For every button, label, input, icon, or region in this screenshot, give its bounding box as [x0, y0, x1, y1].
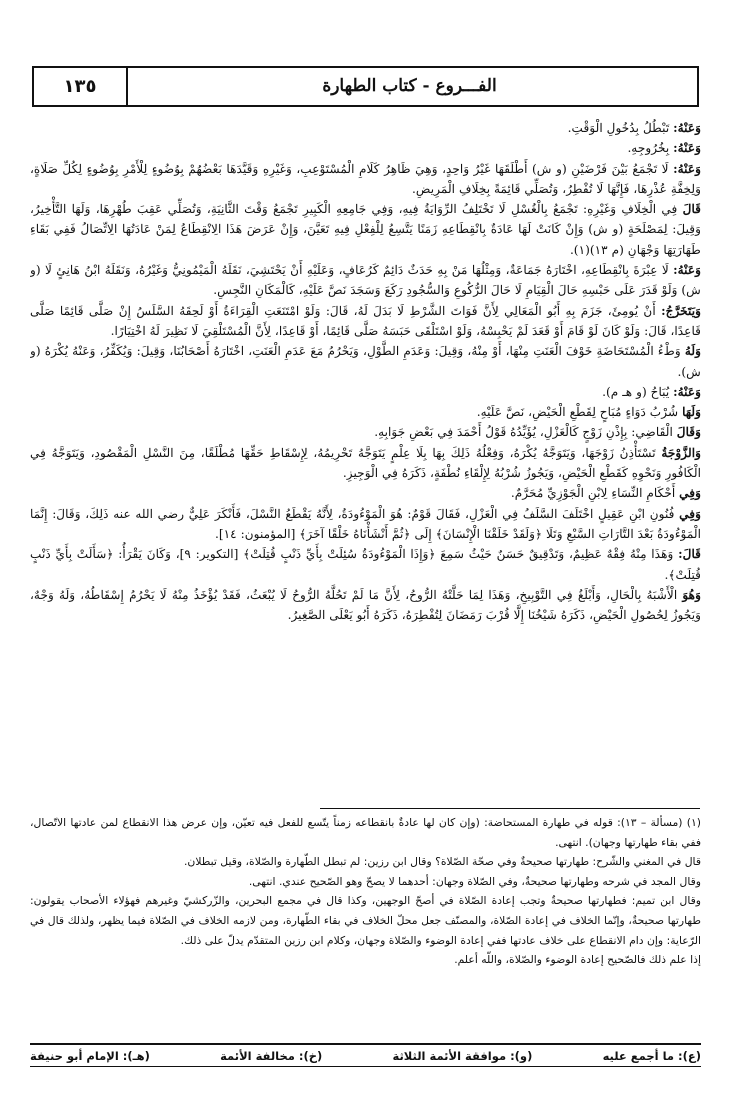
paragraph: [30, 159, 701, 200]
paragraph-lead: وَعَنْهُ:: [673, 121, 701, 135]
paragraph: [30, 118, 701, 138]
paragraph-text: بِخُرُوجِهِ.: [627, 141, 674, 156]
footnote-line: (١) (مسألة – ١٣): قوله في طهارة المستحاضة: (وإن كان لها عادةٌ بانقطاعه زمناً يتّسع للفعل فيه تعيّن، وإن عرض هذا الانقطاع لمن عادتها الاتّصال، ففي بقاء طهارتها وجهان). انتهى.: [30, 816, 701, 849]
paragraph-text: يُبَاحُ (و هـ م).: [602, 384, 674, 399]
paragraph-text: وَهَذَا مِنْهُ فِقْهٌ عَظِيمٌ، وَتَدْقِيقٌ حَسَنٌ حَيْثُ سَمِعَ ﴿وَإِذَا الْمَوْءُودَةُ سُئِلَتْ بِأَيِّ ذَنْبٍ قُتِلَتْ﴾ [التكوير: ٩]، وَكَانَ يَقْرَأُ: ﴿سَأَلَتْ بِأَيِّ ذَنْبٍ قُتِلَتْ﴾.: [30, 547, 701, 582]
paragraph-lead: وَعَنْهُ:: [673, 384, 701, 399]
running-title: الفـــروع - كتاب الطهارة: [322, 76, 497, 96]
paragraph-text: فُنُونِ ابْنِ عَقِيلٍ اخْتَلَفَ السَّلَفُ فِي الْعَزْلِ، فَقَالَ قَوْمٌ: هُوَ الْمَوْءُودَةُ، لِأَنَّهُ يَقْطَعُ النَّسْلَ، فَأَنْكَرَ عَلِيٌّ رضي الله عنه ذَلِكَ، وَقَالَ: إِنَّمَا الْمَوْءُودَةُ بَعْدَ التَّارَاتِ السَّبْعِ وَتَلَا ﴿وَلَقَدْ خَلَقْنَا الْإِنْسَانَ﴾ إِلَى ﴿ثُمَّ أَنْشَأْنَاهُ خَلْقًا آخَرَ﴾ [المؤمنون: ١٤].: [30, 506, 701, 541]
footnote-line: قال في المغني والشّرح: طهارتها صحيحةٌ وفي صحّة الصّلاة؟ وقال ابن رزين: لم تبطل الطّهارة والصّلاة، وقيل تبطلان.: [183, 855, 701, 869]
paragraph-text: الْأَشْبَهُ بِالْحَالِ، وَأَبْلَغُ فِي التَّوْبِيخِ، وَهَذَا لِمَا حَلَّتْهُ الرُّوحُ، لِأَنَّ مَا لَمْ تَحُلَّهُ الرُّوحُ لَا يُبْعَثُ، فَقَدْ يُؤْخَذُ مِنْهُ لَا يَحْرُمُ إِسْقَاطُهُ، وَلَهُ وَجْهٌ، وَيَجُوزُ لِحُصُولِ الْحَيْضِ، ذَكَرَهُ شَيْخُنَا إِلَّا قُرْبَ رَمَضَانَ لِتُفْطِرَهُ، ذَكَرَهُ أَبُو يَعْلَى الصَّغِيرُ.: [30, 587, 701, 623]
paragraph-text: الْقَاضِي: بِإِذْنِ زَوْجٍ كَالْعَزْلِ، يُؤَيِّدُهُ قَوْلُ أَحْمَدَ فِي بَعْضِ جَوَابِهِ.: [374, 425, 677, 440]
paragraph: [30, 544, 701, 585]
footnotes: [30, 813, 701, 1035]
paragraph-lead: قَالَ:: [678, 547, 701, 562]
paragraph-lead: وَلَهَا: [682, 405, 701, 420]
footnote-separator: [320, 808, 700, 809]
page-header: [32, 66, 699, 107]
paragraph: [30, 402, 701, 422]
paragraph: [30, 199, 701, 260]
paragraph-text: لَا تَجْمَعُ بَيْنَ فَرْضَيْنِ (و ش) أَطْلَقَهَا غَيْرُ وَاحِدٍ، وَهِيَ ظَاهِرُ كَلَامِ الْمُسْتَوْعِبِ، وَغَيْرِهِ وَقَيَّدَهَا بَعْضُهُمْ بِوُضُوءٍ لِلْأَمْرِ بِوُضُوءٍ لِكُلِّ صَلَاةٍ، وَلِخِفَّةِ عُذْرِهَا، فَإِنَّهَا لَا تُفْطِرُ، وَتُصَلِّي قَائِمَةً بِخِلَافِ الْمَرِيضِ.: [30, 161, 701, 196]
paragraph-lead: وَهُوَ: [682, 587, 701, 602]
legend-item: (خ): مخالفة الأئمة: [220, 1049, 323, 1063]
paragraph: [30, 585, 701, 626]
paragraph-lead: وَعَنْهُ:: [673, 161, 701, 176]
paragraph: [30, 260, 701, 301]
footnote-line: إذا علم ذلك فالصّحيح إعادة الوضوء والصّلاة، واللّه أعلم.: [454, 953, 701, 967]
paragraph: [30, 443, 701, 484]
paragraph-lead: وَفِي: [679, 506, 701, 521]
paragraph-text: تَسْتَأْذِنُ زَوْجَهَا، وَيَتَوَجَّهُ يُكْرَهُ، وَفِعْلُهُ ذَلِكَ بِهَا بِلَا عِلْمٍ يَتَوَجَّهُ تَحْرِيمُهُ، لِإِسْقَاطِ حَقِّهَا مُطْلَقًا، مِنَ النَّسْلِ الْمَقْصُودِ، وَيَتَوَجَّهُ فِي الْكَافُورِ وَنَحْوِهِ كَقَطْعِ الْحَيْضِ، وَيَجُوزُ شُرْبُهُ لِإِلْقَاءِ نُطْفَةٍ، ذَكَرَهُ فِي الْوَجِيزِ.: [30, 445, 701, 481]
paragraph-lead: قَالَ: [682, 202, 701, 217]
paragraph: [30, 341, 701, 382]
paragraph: [30, 483, 701, 503]
paragraph-text: لَا عِبْرَةَ بِانْقِطَاعِهِ، اخْتَارَهُ جَمَاعَةٌ، وَمِثْلُهَا مَنْ بِهِ حَدَثٌ دَائِمٌ كَرُعَافٍ، وَعَلَيْهِ أَنْ يَحْتَشِيَ، نَقَلَهُ الْمَيْمُونِيُّ وَغَيْرُهُ، وَنَقَلَهُ ابْنُ هَانِئٍ لَا (و ش) وَلَوْ قَدَرَ عَلَى حَبْسِهِ حَالَ الْقِيَامِ لَا حَالَ الرُّكُوعِ وَالسُّجُودِ رَكَعَ وَسَجَدَ نَصَّ عَلَيْهِ، كَالْمَكَانِ النَّجِسِ.: [30, 263, 701, 298]
paragraph-lead: وَقَالَ: [676, 425, 701, 440]
paragraph: [30, 504, 701, 545]
paragraph-text: شُرْبُ دَوَاءٍ مُبَاحٍ لِقَطْعِ الْحَيْضِ، نَصَّ عَلَيْهِ.: [476, 405, 683, 420]
footnote-line: وقال ابن تميم: فطهارتها صحيحةٌ وتجب إعادة الصّلاة في أصحّ الوجهين، وكذا قال في مجمع البحرين، والزّركشيّ وغيرهم فهؤلاء الأصحاب يقولون: طهارتها صحيحةٌ، وإنّما الخلاف في إعادة الصّلاة، والمصنّف جعل محلّ الخلاف في بقاء الطّهارة، ومن لازمه الخلاف في الصّلاة فيما يظهر، ولذلك قال في الرّعاية: وإن دام الانقطاع على خلاف عادتها ففي إعادة الوضوء والصّلاة وجهان، وكلام ابن رزين المتقدّم يدلّ على ذلك.: [30, 894, 701, 947]
legend-item: (و): موافقة الأئمة الثلاثة: [392, 1049, 533, 1063]
paragraph-lead: وَالزَّوْجَةُ: [661, 445, 701, 460]
paragraph-text: أَنْ يُومِئَ، جَزَمَ بِهِ أَبُو الْمَعَالِي لِأَنَّ فَوَاتَ الشَّرْطِ لَا بَدَلَ لَهُ، قَالَ: وَلَوْ امْتَنَعَتِ الْقِرَاءَةُ أَوْ لَحِقَهُ السَّلَسُ إِنْ صَلَّى قَائِمًا صَلَّى قَاعِدًا، قَالَ: وَلَوْ كَانَ لَوْ قَامَ أَوْ قَعَدَ لَمْ يَحْبِسْهُ، وَلَوْ اسْتَلْقَى حَبَسَهُ صَلَّى قَائِمًا، أَوْ قَاعِدًا، لِأَنَّ الْمُسْتَلْقِيَ لَا نَظِيرَ لَهُ اخْتِيَارًا.: [30, 303, 701, 338]
paragraph-lead: وَعَنْهُ:: [673, 263, 701, 278]
paragraph-lead: وَيَتَخَرَّجُ:: [661, 303, 701, 318]
paragraph: [30, 138, 701, 158]
paragraph: [30, 382, 701, 402]
legend-item: (هـ): الإمام أبو حنيفة: [30, 1049, 150, 1063]
legend-top-rule: [30, 1043, 701, 1045]
paragraph-text: فِي الْخِلَافِ وَغَيْرِهِ: تَجْمَعُ بِالْغُسْلِ لَا تَخْتَلِفُ الرِّوَايَةُ فِيهِ، وَفِي جَامِعِهِ الْكَبِيرِ تَجْمَعُ وَقْتَ الثَّانِيَةِ، وَتُصَلِّي عَقِبَ طُهْرِهَا، وَلَهَا التَّأْخِيرُ، وَقِيلَ: لِمَصْلَحَةٍ (و ش) وَإِنْ كَانَتْ لَهَا عَادَةٌ بِانْقِطَاعِهِ زَمَنًا يَتَّسِعُ لِلْفِعْلِ فِيهِ تَعَيَّنَ، وَإِنْ عَرَضَ هَذَا الِانْقِطَاعُ لِمَنْ عَادَتُهَا الِاتِّصَالُ فَفِي بَقَاءِ طَهَارَتِهَا وَجْهَانِ (م ١٣)(١).: [30, 202, 701, 257]
paragraph-text: تَبْطُلُ بِدُخُولِ الْوَقْتِ.: [567, 121, 674, 135]
main-text: [30, 118, 701, 804]
legend-item: (ع): ما أجمع عليه: [602, 1049, 701, 1063]
paragraph-text: وَطْءُ الْمُسْتَحَاضَةِ خَوْفَ الْعَنَتِ مِنْهَا، أَوْ مِنْهُ، وَقِيلَ: وَعَدَمِ الطَّوْلِ، وَيَحْرُمُ مَعَ عَدَمِ الْعَنَتِ، اخْتَارَهُ أَصْحَابُنَا، وَقِيلَ: وَيُكَفِّرُ، وَعَنْهُ يُكْرَهُ (و ش).: [30, 344, 701, 379]
page-number: ١٣٥: [63, 76, 97, 97]
legend-bottom-rule: [30, 1066, 701, 1067]
paragraph: [30, 301, 701, 342]
paragraph: [30, 422, 701, 442]
paragraph-lead: وَلَهُ: [684, 344, 701, 359]
paragraph-text: أَحْكَامِ النِّسَاءِ لِابْنِ الْجَوْزِيِّ مُحَرَّمٌ.: [510, 486, 680, 501]
paragraph-lead: وَعَنْهُ:: [673, 141, 701, 156]
abbreviation-legend: [30, 1046, 701, 1066]
paragraph-lead: وَفِي: [679, 486, 701, 501]
footnote-line: وقال المجد في شرحه وطهارتها صحيحةٌ، وفي الصّلاة وجهان: أحدهما لا يصحّ وهو الصّحيح عندي. انتهى.: [248, 874, 701, 888]
header-divider: [126, 68, 128, 105]
